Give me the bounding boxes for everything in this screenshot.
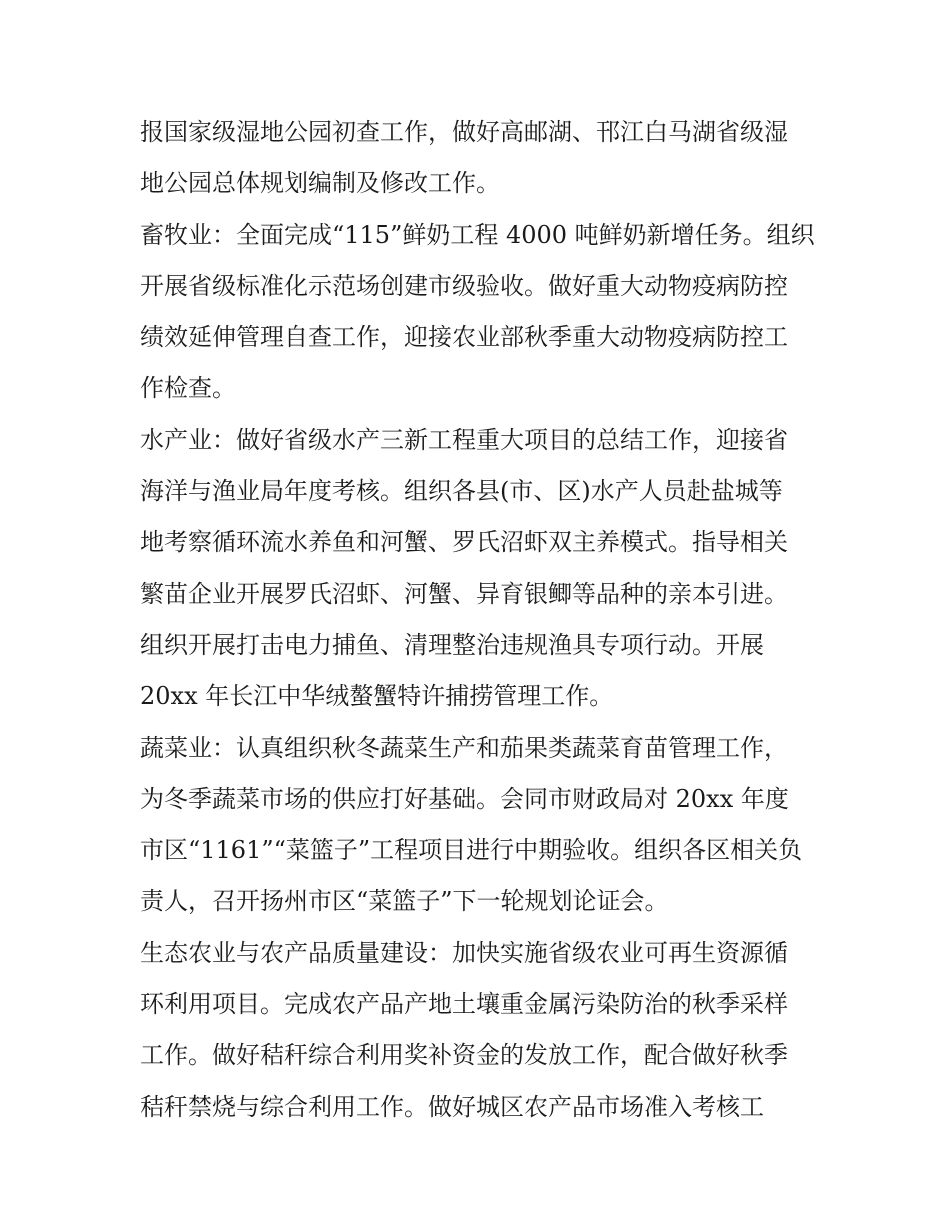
text-line: 市区“1161”“菜篮子”工程项目进行中期验收。组织各区相关负 — [140, 836, 803, 865]
text-line: 20xx 年长江中华绒螯蟹特许捕捞管理工作。 — [140, 682, 614, 711]
body-text — [140, 107, 820, 1133]
text-line: 畜牧业：全面完成“115”鲜奶工程 4000 吨鲜奶新增任务。组织 — [140, 220, 815, 249]
text-line: 地考察循环流水养鱼和河蟹、罗氏沼虾双主养模式。指导相关 — [140, 528, 788, 557]
text-line: 作检查。 — [140, 374, 236, 403]
text-line: 为冬季蔬菜市场的供应打好基础。会同市财政局对 20xx 年度 — [140, 784, 789, 813]
text-line: 开展省级标准化示范场创建市级验收。做好重大动物疫病防控 — [140, 271, 788, 300]
text-line: 生态农业与农产品质量建设：加快实施省级农业可再生资源循 — [140, 938, 788, 967]
text-line: 组织开展打击电力捕鱼、清理整治违规渔具专项行动。开展 — [140, 630, 764, 659]
text-line: 工作。做好秸秆综合利用奖补资金的发放工作，配合做好秋季 — [140, 1041, 788, 1070]
text-line: 责人，召开扬州市区“菜篮子”下一轮规划论证会。 — [140, 887, 669, 916]
text-line: 繁苗企业开展罗氏沼虾、河蟹、异育银鲫等品种的亲本引进。 — [140, 579, 788, 608]
text-line: 秸秆禁烧与综合利用工作。做好城区农产品市场准入考核工 — [140, 1092, 764, 1121]
text-line: 地公园总体规划编制及修改工作。 — [140, 169, 500, 198]
text-line: 水产业：做好省级水产三新工程重大项目的总结工作，迎接省 — [140, 425, 788, 454]
text-line: 海洋与渔业局年度考核。组织各县(市、区)水产人员赴盐城等 — [140, 477, 783, 506]
text-line: 蔬菜业：认真组织秋冬蔬菜生产和茄果类蔬菜育苗管理工作， — [140, 733, 788, 762]
text-line: 环利用项目。完成农产品产地土壤重金属污染防治的秋季采样 — [140, 990, 788, 1019]
text-line: 报国家级湿地公园初查工作，做好高邮湖、邗江白马湖省级湿 — [140, 118, 788, 146]
text-line: 绩效延伸管理自查工作，迎接农业部秋季重大动物疫病防控工 — [140, 323, 788, 352]
